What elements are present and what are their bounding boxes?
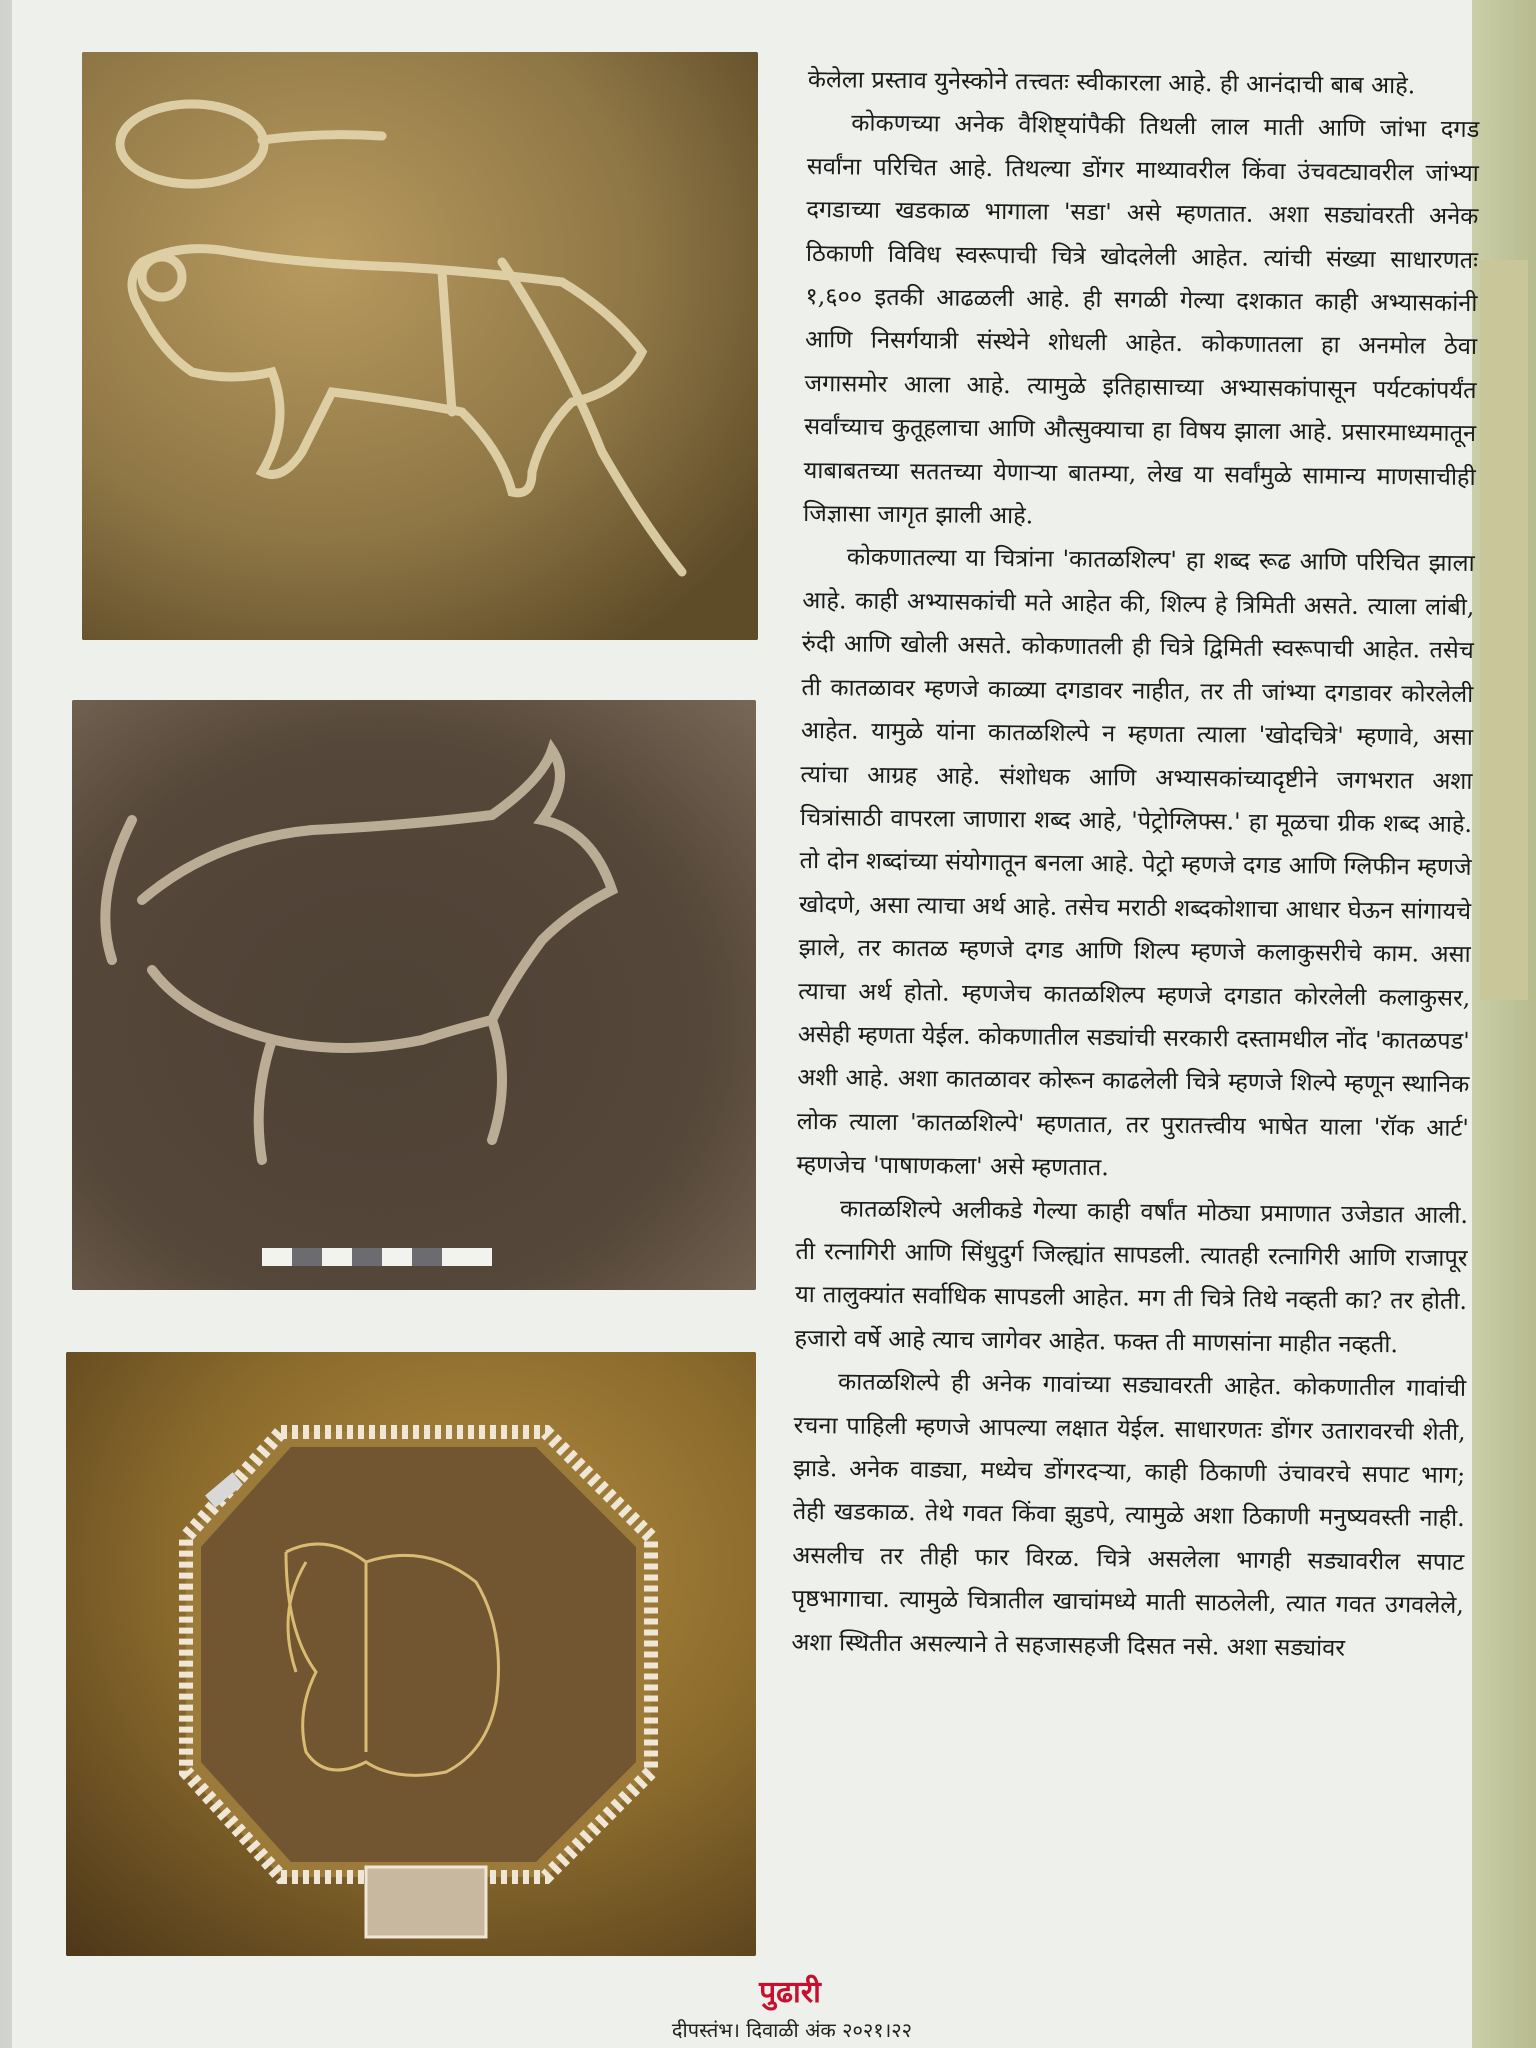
- aerial-photo-icon: [66, 1352, 756, 1956]
- adjacent-page-edge: [1472, 0, 1536, 2048]
- publication-logo: पुढारी: [759, 1975, 821, 2010]
- article-paragraph: कातळशिल्पे ही अनेक गावांच्या सड्यावरती आहेत. कोकणातील गावांची रचना पाहिली म्हणजे आपल्या लक्षात येईल. साधारणतः डोंगर उतारावरची शेती, झाडे. अनेक वाड्या, मध्येच डोंगरदऱ्या, काही ठिकाणी उंचावरचे सपाट भाग; तेही खडकाळ. तेथे गवत किंवा झुडपे, त्यामुळे अशा ठिकाणी मनुष्यवस्ती नाही. असलीच तर तीही फार विरळ. चित्रे असलेला भागही सड्यावरील सपाट पृष्ठभागाचा. त्यामुळे चित्रातील खाचांमध्ये माती साठलेली, त्यात गवत उगवलेले, अशा स्थितीत असल्याने ते सहजासहजी दिसत नसे. अशा सड्यांवर: [791, 1367, 1467, 1662]
- petroglyph-photo-icon: [82, 52, 758, 640]
- petroglyph-photo-icon: [72, 700, 756, 1290]
- footer-issue-line: दीपस्तंभ। दिवाळी अंक २०२१।२२: [671, 2018, 913, 2042]
- article-paragraph: कोकणातल्या या चित्रांना 'कातळशिल्प' हा शब्द रूढ आणि परिचित झाला आहे. काही अभ्यासकांची मते आहेत की, शिल्प हे त्रिमिती असते. त्याला लांबी, रुंदी आणि खोली असते. कोकणातली ही चित्रे द्विमिती स्वरूपाची आहेत. तसेच ती कातळावर म्हणजे काळ्या दगडावर नाहीत, तर ती जांभ्या दगडावर कोरलेली आहेत. यामुळे यांना कातळशिल्पे न म्हणता त्याला 'खोदचित्रे' म्हणावे, असा त्यांचा आग्रह आहे. संशोधक आणि अभ्यासकांच्यादृष्टीने जगभरात अशा चित्रांसाठी वापरला जाणारा शब्द आहे, 'पेट्रोग्लिफ्स.' हा मूळचा ग्रीक शब्द आहे. तो दोन शब्दांच्या संयोगातून बनला आहे. पेट्रो म्हणजे दगड आणि ग्लिफीन म्हणजे खोदणे, असा त्याचा अर्थ आहे. तसेच मराठी शब्दकोशाचा आधार घेऊन सांगायचे झाले, तर कातळ म्हणजे दगड आणि शिल्प म्हणजे कलाकुसरीचे काम. असा त्याचा अर्थ होतो. म्हणजेच कातळशिल्प म्हणजे दगडात कोरलेली कलाकुसर, असेही म्हणता येईल. कोकणातील सड्यांची सरकारी दस्तामधील नोंद 'कातळपड' अशी आहे. अशा कातळावर कोरून काढलेली चित्रे म्हणजे शिल्पे म्हणून स्थानिक लोक त्याला 'कातळशिल्पे' म्हणतात, तर पुरातत्त्वीय भाषेत याला 'रॉक आर्ट' म्हणजेच 'पाषाणकला' असे म्हणतात.: [796, 542, 1475, 1182]
- article-paragraph: कोकणच्या अनेक वैशिष्ट्यांपैकी तिथली लाल माती आणि जांभा दगड सर्वांना परिचित आहे. तिथल्या डोंगर माथ्यावरील किंवा उंचवट्यावरील जांभ्या दगडाच्या खडकाळ भागाला 'सडा' असे म्हणतात. अशा सड्यांवरती अनेक ठिकाणी विविध स्वरूपाची चित्रे खोदलेली आहेत. त्यांची संख्या साधारणतः १,६०० इतकी आढळली आहे. ही सगळी गेल्या दशकात काही अभ्यासकांनी आणि निसर्गयात्री संस्थेने शोधली आहेत. कोकणातला हा अनमोल ठेवा जगासमोर आला आहे. त्यामुळे इतिहासाच्या अभ्यासकांपासून पर्यटकांपर्यंत सर्वांच्याच कुतूहलाचा आणि औत्सुक्याचा हा विषय झाला आहे. प्रसारमाध्यमातून याबाबतच्या सततच्या येणाऱ्या बातम्या, लेख या सर्वांमुळे सामान्य माणसाचीही जिज्ञासा जागृत झाली आहे.: [803, 108, 1480, 530]
- adjacent-page-panel: [1480, 260, 1528, 1000]
- aerial-photo-enclosure: [66, 1352, 756, 1956]
- petroglyph-photo-2: [72, 700, 756, 1290]
- scale-bar: [262, 1248, 492, 1266]
- article-paragraph: कातळशिल्पे अलीकडे गेल्या काही वर्षांत मोठ्या प्रमाणात उजेडात आली. ती रत्नागिरी आणि सिंधुदुर्ग जिल्ह्यांत सापडली. त्यातही रत्नागिरी आणि राजापूर या तालुक्यांत सर्वाधिक सापडली आहेत. मग ती चित्रे तिथे नव्हती का? तर होती. हजारो वर्षे आहे त्याच जागेवर आहेत. फक्त ती माणसांना माहीत नव्हती.: [794, 1193, 1469, 1359]
- article-text-column: [791, 58, 1480, 1671]
- article-paragraph: केलेला प्रस्ताव युनेस्कोने तत्त्वतः स्वीकारला आहे. ही आनंदाची बाब आहे.: [807, 64, 1416, 100]
- petroglyph-photo-1: [82, 52, 758, 640]
